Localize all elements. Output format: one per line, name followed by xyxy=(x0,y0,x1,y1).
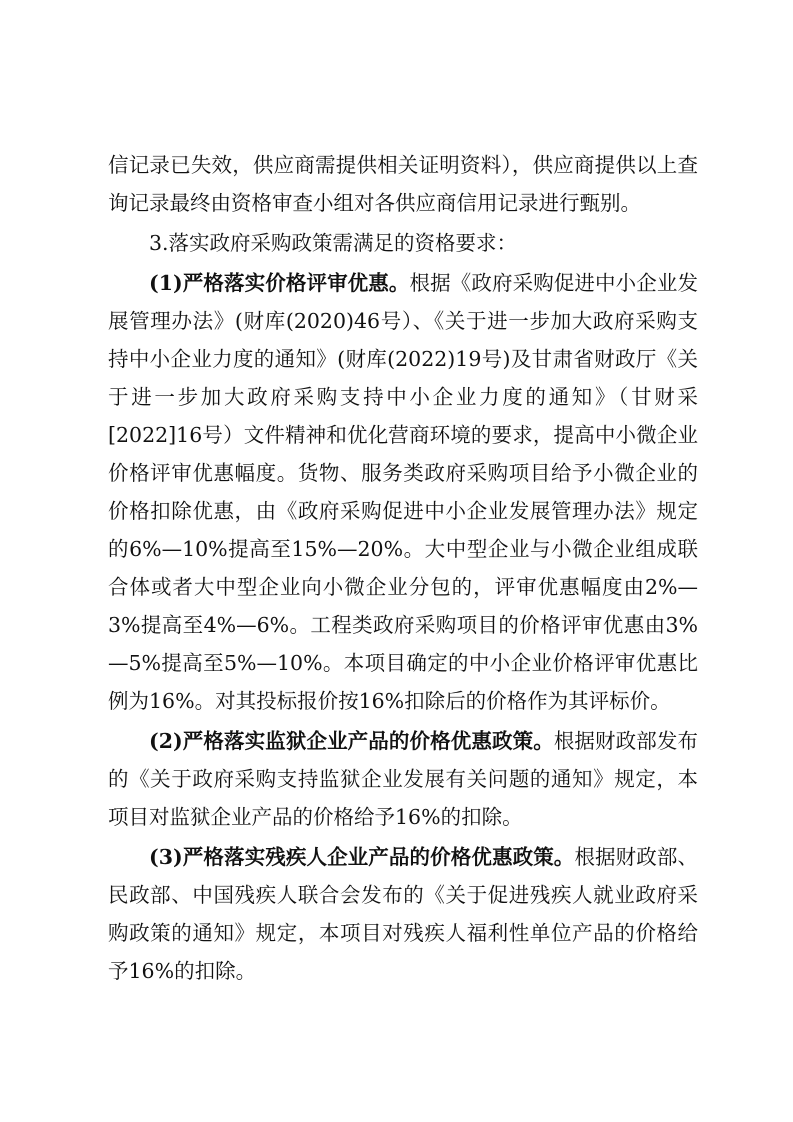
policy-item-disabled-enterprise xyxy=(108,838,698,990)
item-text: 根据财政部、民政部、中国残疾人联合会发布的《关于促进残疾人就业政府采购政策的通知》规定，本项目对残疾人福利性单位产品的价格给予16%的扣除。 xyxy=(108,845,699,983)
item-lead: (2)严格落实监狱企业产品的价格优惠政策。 xyxy=(149,729,554,753)
policy-item-price-review xyxy=(108,264,698,720)
policy-item-prison-enterprise xyxy=(108,722,698,836)
document-body xyxy=(108,146,698,990)
item-lead: (1)严格落实价格评审优惠。 xyxy=(149,271,410,295)
section-heading: 3.落实政府采购政策需满足的资格要求： xyxy=(149,231,518,255)
item-lead: (3)严格落实残疾人企业产品的价格优惠政策。 xyxy=(149,845,575,869)
continuation-paragraph: 信记录已失效，供应商需提供相关证明资料），供应商提供以上查询记录最终由资格审查小组对各供应商信用记录进行甄别。 xyxy=(108,153,698,215)
item-text: 根据财政部发布的《关于政府采购支持监狱企业发展有关问题的通知》规定，本项目对监狱企业产品的价格给予16%的扣除。 xyxy=(108,729,698,829)
item-text: 根据《政府采购促进中小企业发展管理办法》(财库(2020)46号）、《关于进一步加大政府采购支持中小企业力度的通知》(财库(2022)19号)及甘肃省财政厅《关于进一步加大政府采购支持中小企业力度的通知》（甘财采[2022]16号）文件精神和优化营商环境的要求，提高中小微企业价格评审优惠幅度。货物、服务类政府采购项目给予小微企业的价格扣除优惠，由《政府采购促进中小企业发展管理办法》规定的6%—10%提高至15%—20%。大中型企业与小微企业组成联合体或者大中型企业向小微企业分包的，评审优惠幅度由2%—3%提高至4%—6%。工程类政府采购项目的价格评审优惠由3%—5%提高至5%—10%。本项目确定的中小企业价格评审优惠比例为16%。对其投标报价按16%扣除后的价格作为其评标价。 xyxy=(108,271,699,713)
